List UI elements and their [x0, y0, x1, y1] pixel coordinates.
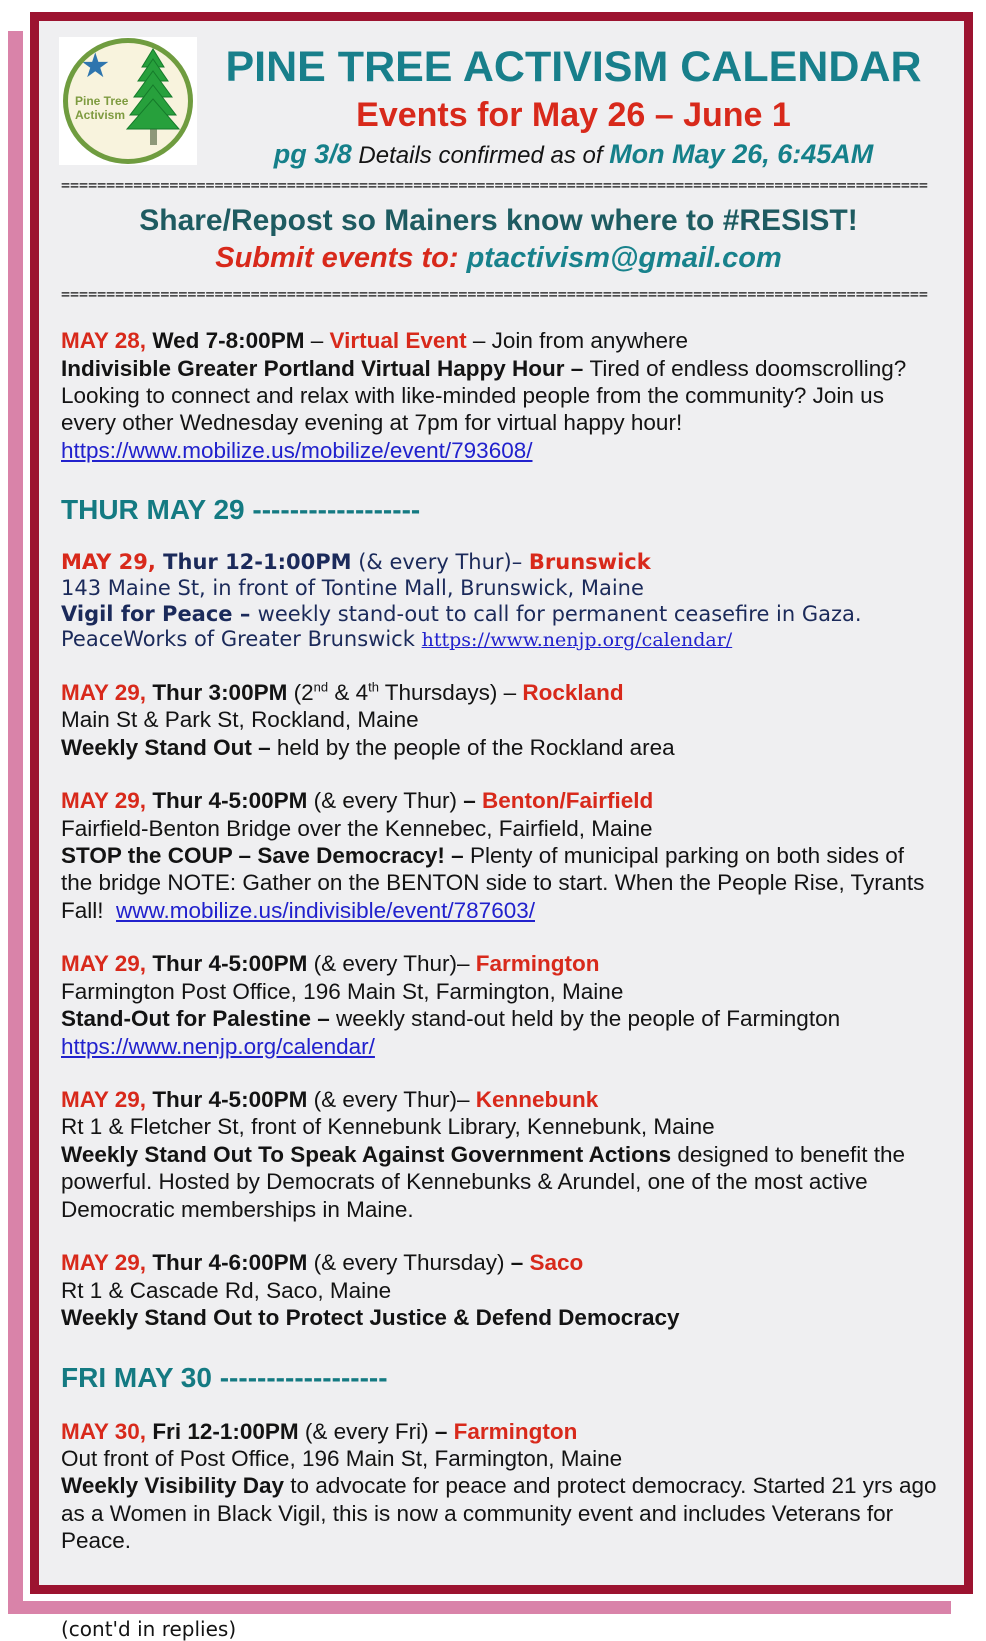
event-paragraph — [61, 1277, 938, 1304]
event-text: MAY 29, — [61, 679, 147, 705]
confirmed-time: Mon May 26, 6:45AM — [609, 139, 874, 170]
confirmed-prefix: Details confirmed as of — [351, 142, 610, 170]
event-paragraph — [61, 1113, 938, 1140]
event-text: Farmington — [453, 1418, 578, 1444]
event-text: Weekly Stand Out To Speak Against Government Actions — [61, 1141, 672, 1167]
event-text: Plenty of municipal parking on both sides of the bridge NOTE: Gather on the BENTON side to start. When the People Rise, Tyrants Fall! — [61, 842, 925, 923]
events-list — [59, 327, 938, 1555]
event-paragraph — [61, 355, 938, 465]
calendar-card — [30, 12, 973, 1641]
header-text — [209, 37, 938, 170]
event-text: Benton/Fairfield — [481, 788, 654, 814]
event-text: Thur 4-6:00PM — [146, 1250, 308, 1276]
event-text: MAY 30, — [61, 1418, 147, 1444]
event-paragraph — [61, 550, 938, 576]
logo-text — [75, 95, 128, 123]
event-text: (& every Thursday) — [307, 1250, 511, 1276]
event-text: Fri 12-1:00PM — [146, 1418, 299, 1444]
event-paragraph — [61, 602, 938, 653]
event-text: – — [463, 788, 482, 814]
event — [61, 950, 938, 1060]
event-text: Rockland — [522, 679, 624, 705]
event-paragraph — [61, 842, 938, 924]
ordinal-suffix: nd — [313, 679, 329, 695]
event-link[interactable]: www.mobilize.us/indivisible/event/787603/ — [116, 897, 535, 923]
page-title: PINE TREE ACTIVISM CALENDAR — [225, 43, 922, 91]
event-paragraph — [61, 1086, 938, 1113]
event-text: Stand-Out for Palestine – — [61, 1006, 337, 1032]
event-paragraph — [61, 327, 938, 354]
event-text: Weekly Stand Out to Protect Justice & Defend Democracy — [61, 1305, 680, 1331]
event-text: designed to benefit the powerful. Hosted by Democrats of Kennebunks & Arundel, one of the most active Democratic memberships in Maine. — [61, 1141, 906, 1222]
event-text: (& every Thur)– — [307, 951, 476, 977]
event-text: MAY 29, — [61, 1250, 147, 1276]
event-text: & 4 — [328, 679, 369, 705]
event-text: Weekly Stand Out – — [61, 734, 277, 760]
event-text: Weekly Visibility Day — [61, 1473, 285, 1499]
event-text: Thur 3:00PM — [146, 679, 288, 705]
event-text: – — [510, 1250, 530, 1276]
event-text: Thur 4-5:00PM — [146, 951, 308, 977]
event-text: Indivisible Greater Portland Virtual Happy Hour – — [61, 355, 590, 381]
event-text: (2 — [287, 679, 314, 705]
event-text: held by the people of the Rockland area — [276, 734, 675, 760]
event-section — [59, 494, 938, 1331]
page-info — [209, 139, 938, 170]
event-paragraph — [61, 1141, 938, 1223]
event-paragraph — [61, 1472, 938, 1554]
event-text: Rt 1 & Cascade Rd, Saco, Maine — [61, 1277, 392, 1303]
event-paragraph — [61, 576, 938, 602]
event-paragraph — [61, 1005, 938, 1060]
event-text: (& every Fri) — [298, 1418, 435, 1444]
event-paragraph — [61, 787, 938, 814]
event-text: Rt 1 & Fletcher St, front of Kennebunk Library, Kennebunk, Maine — [61, 1114, 715, 1140]
event — [61, 787, 938, 924]
event-text: Main St & Park St, Rockland, Maine — [61, 707, 419, 733]
event — [61, 1249, 938, 1331]
event — [61, 1418, 938, 1555]
divider-line: ================================================================================================ — [61, 285, 928, 304]
event-link[interactable]: https://www.mobilize.us/mobilize/event/793608/ — [61, 437, 533, 463]
event-text: (& every Thur) — [307, 788, 464, 814]
event-text: Virtual Event — [329, 328, 467, 354]
event-text: MAY 29, — [61, 951, 147, 977]
blue-star-icon: ★ — [80, 47, 111, 85]
event-paragraph — [61, 679, 938, 706]
event-paragraph — [61, 734, 938, 761]
event — [61, 1086, 938, 1223]
event-text: MAY 29, — [61, 550, 156, 575]
event-text: Thursdays) – — [378, 679, 523, 705]
event-text: 143 Maine St, in front of Tontine Mall, Brunswick, Maine — [61, 575, 644, 600]
event-text: to advocate for peace and protect democracy. Started 21 yrs ago as a Women in Black Vigil, this is now a community event and includes Veterans for Peace. — [61, 1473, 937, 1554]
event-text: Vigil for Peace – — [61, 601, 258, 626]
events-date-range: Events for May 26 – June 1 — [356, 96, 791, 135]
event-text: Farmington — [475, 951, 600, 977]
event-link[interactable]: https://www.nenjp.org/calendar/ — [421, 629, 733, 652]
event-text: – — [304, 328, 330, 354]
event-paragraph — [61, 706, 938, 733]
event-text: MAY 28, — [61, 328, 147, 354]
share-repost-line: Share/Repost so Mainers know where to #RESIST! — [139, 204, 858, 238]
event-paragraph — [61, 1249, 938, 1276]
event-text: Brunswick — [528, 550, 651, 575]
event-section — [59, 1362, 938, 1555]
event-text: Kennebunk — [475, 1087, 599, 1113]
pine-tree-icon — [124, 47, 182, 151]
event-paragraph — [61, 1418, 938, 1445]
event — [61, 327, 938, 464]
event-text: (& every Thur)– — [351, 550, 529, 575]
event-text: MAY 29, — [61, 788, 147, 814]
event-text: (& every Thur)– — [307, 1087, 476, 1113]
pine-tree-activism-logo — [59, 37, 197, 165]
event-text: – — [434, 1418, 454, 1444]
event-text: Thur 12-1:00PM — [155, 550, 352, 575]
event-link[interactable]: https://www.nenjp.org/calendar/ — [61, 1033, 375, 1059]
logo-text-line2: Activism — [75, 107, 126, 122]
event-text: MAY 29, — [61, 1087, 147, 1113]
event-text: – Join from anywhere — [466, 328, 688, 354]
event-text: Saco — [529, 1250, 584, 1276]
event-paragraph — [61, 1304, 938, 1331]
event-text: weekly stand-out to call for permanent ceasefire in Gaza. PeaceWorks of Greater Brunswick — [61, 601, 862, 652]
ordinal-suffix: th — [368, 679, 379, 695]
event-section — [59, 327, 938, 464]
event-paragraph — [61, 950, 938, 977]
section-header: FRI MAY 30 ------------------ — [61, 1361, 388, 1393]
event-text: Tired of endless doomscrolling? Looking to connect and relax with like-minded people from the community? Join us every other Wednesday evening at 7pm for virtual happy hour! — [61, 355, 907, 436]
event-text: Wed 7-8:00PM — [146, 328, 305, 354]
logo-oval — [63, 38, 193, 164]
event — [61, 679, 938, 761]
event-text: Farmington Post Office, 196 Main St, Farmington, Maine — [61, 978, 624, 1004]
section-header: THUR MAY 29 ------------------ — [61, 494, 421, 526]
submit-events-line — [59, 242, 938, 275]
event-text: Thur 4-5:00PM — [146, 1087, 308, 1113]
continued-note: (cont'd in replies) — [61, 1616, 237, 1641]
submit-label: Submit events to: — [215, 242, 467, 275]
divider-line: ================================================================================================ — [61, 176, 928, 195]
event — [61, 550, 938, 652]
event-text: weekly stand-out held by the people of Farmington — [336, 1006, 841, 1032]
logo-text-line1: Pine Tree — [75, 94, 129, 108]
event-paragraph — [61, 815, 938, 842]
submit-email: ptactivism@gmail.com — [466, 242, 782, 275]
event-text: STOP the COUP – Save Democracy! – — [61, 842, 470, 868]
event-text: Fairfield-Benton Bridge over the Kennebec, Fairfield, Maine — [61, 815, 653, 841]
page-number: pg 3/8 — [273, 139, 352, 170]
event-paragraph — [61, 978, 938, 1005]
event-paragraph — [61, 1445, 938, 1472]
event-text: Out front of Post Office, 196 Main St, Farmington, Maine — [61, 1445, 623, 1471]
header — [59, 37, 938, 170]
event-text: Thur 4-5:00PM — [146, 788, 308, 814]
